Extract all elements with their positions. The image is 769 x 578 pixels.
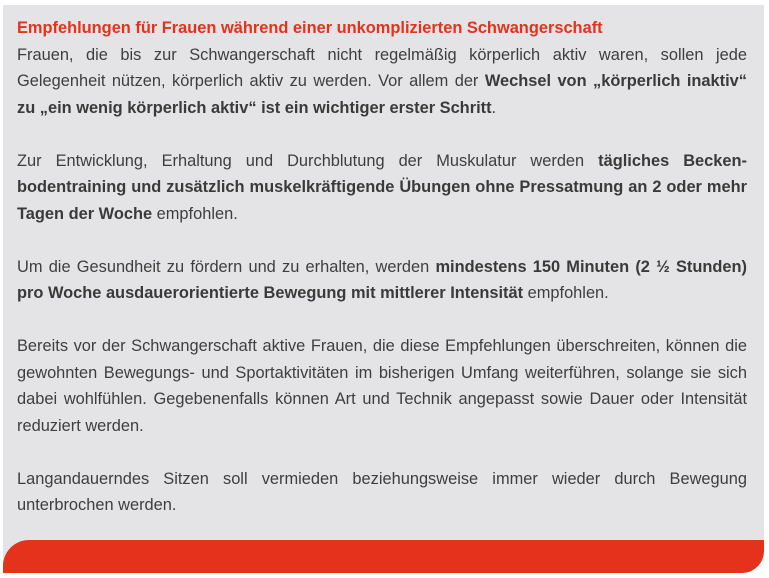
info-box-content [17,15,747,519]
paragraph-inactive-women [17,42,747,122]
paragraph-active-women [17,333,747,439]
paragraph-text: empfohlen. [152,204,238,223]
paragraph-text: Zur Entwicklung, Erhaltung und Durchblutung der Muskulatur werden [17,151,599,170]
paragraph-muscle-training [17,148,747,228]
paragraph-text: Frauen, die bis zur Schwangerschaft nicht regelmäßig körperlich aktiv waren, sollen jede Gelegenheit nützen, körperlich aktiv zu werden. Vor allem der [17,45,747,90]
paragraph-bold-text: tägliches Beckenbodentraining und zusätzlich muskelkräftigende Übungen ohne Pressatmung an 2 oder mehr Tagen der Woche [17,151,747,223]
paragraph-endurance [17,254,747,307]
paragraph-text: Um die Gesundheit zu fördern und zu erhalten, werden [17,257,436,276]
info-box [3,5,764,573]
paragraph-bold-text: mindestens 150 Minuten (2 ½ Stunden) pro Woche ausdauerorientierte Bewegung mit mittlerer Intensität [17,257,747,302]
paragraph-bold-text: Wechsel von „körperlich inaktiv“ zu „ein wenig körperlich aktiv“ ist ein wichtiger erster Schritt [17,72,747,117]
paragraph-text: . [491,98,497,117]
box-title: Empfehlungen für Frauen während einer unkomplizierten Schwangerschaft [17,19,603,37]
paragraph-text: Langandauerndes Sitzen soll vermieden beziehungsweise immer wieder durch Bewegung unterbrochen werden. [17,469,747,514]
paragraph-text: empfohlen. [523,284,609,302]
paragraph-text: Bereits vor der Schwangerschaft aktive Frauen, die diese Empfehlungen überschreiten, können die gewohnten Bewegungs- und Sportaktivitäten im bisherigen Umfang weiterführen, solange sie sich dabei wohlfühlen. Gegebenenfalls können Art und Technik angepasst sowie Dauer oder Intensität reduziert werden. [17,337,747,435]
accent-band [3,540,764,573]
paragraph-sitting [17,466,747,519]
